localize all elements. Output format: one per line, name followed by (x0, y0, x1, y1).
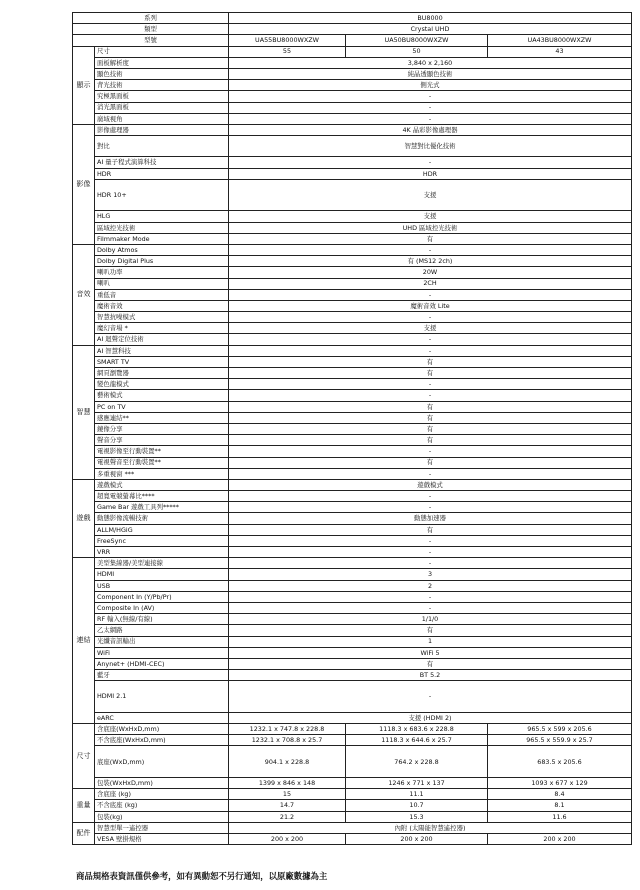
spec-value: 有 (229, 356, 632, 367)
spec-value: 965.5 x 559.9 x 25.7 (488, 735, 632, 746)
spec-value: - (229, 345, 632, 356)
spec-label: 電視聲音至行動裝置** (95, 457, 229, 468)
spec-row (73, 435, 632, 446)
spec-row (73, 479, 632, 490)
spec-row (73, 833, 632, 844)
spec-label: 藝術模式 (95, 390, 229, 401)
spec-label: FreeSync (95, 535, 229, 546)
spec-row (73, 179, 632, 211)
spec-value: - (229, 535, 632, 546)
spec-row (73, 379, 632, 390)
spec-value: 3,840 x 2,160 (229, 57, 632, 68)
spec-value: - (229, 591, 632, 602)
header-label: 類型 (73, 24, 229, 35)
spec-label: 智慧抗噪模式 (95, 312, 229, 323)
spec-value: - (229, 157, 632, 168)
spec-row (73, 524, 632, 535)
spec-value: 有 (229, 233, 632, 244)
spec-value: WiFi 5 (229, 647, 632, 658)
spec-value: 內附 (太陽能智慧遙控器) (229, 822, 632, 833)
header-label: 型號 (73, 35, 229, 46)
spec-row (73, 233, 632, 244)
spec-label: 不含底座(WxHxD,mm) (95, 735, 229, 746)
spec-label: Game Bar 遊戲工具列***** (95, 502, 229, 513)
spec-value: 200 x 200 (346, 833, 488, 844)
spec-value: - (229, 91, 632, 102)
spec-label: 動態影像流暢技術 (95, 513, 229, 524)
spec-row (73, 390, 632, 401)
category-label: 尺寸 (73, 724, 95, 789)
spec-value: - (229, 681, 632, 713)
spec-label: 含底座(WxHxD,mm) (95, 724, 229, 735)
spec-row (73, 136, 632, 157)
spec-value: 10.7 (346, 800, 488, 811)
spec-value: 8.4 (488, 789, 632, 800)
spec-value: 純晶透顯色技術 (229, 68, 632, 79)
spec-row (73, 80, 632, 91)
spec-label: Dolby Digital Plus (95, 256, 229, 267)
header-value: UA50BU8000WXZW (346, 35, 488, 46)
spec-label: 遊戲模式 (95, 479, 229, 490)
spec-row (73, 222, 632, 233)
spec-value: 有 (229, 435, 632, 446)
spec-value: - (229, 102, 632, 113)
header-row (73, 24, 632, 35)
spec-row (73, 625, 632, 636)
spec-value: 有 (229, 457, 632, 468)
spec-row (73, 513, 632, 524)
spec-row (73, 468, 632, 479)
spec-row (73, 712, 632, 723)
spec-value: 8.1 (488, 800, 632, 811)
spec-row (73, 822, 632, 833)
spec-value: 有 (229, 401, 632, 412)
spec-value: - (229, 379, 632, 390)
spec-label: Dolby Atmos (95, 244, 229, 255)
spec-label: AI 智慧科技 (95, 345, 229, 356)
spec-label: 電視影像至行動裝置** (95, 446, 229, 457)
spec-label: HDR (95, 168, 229, 179)
spec-label: 不含底座 (kg) (95, 800, 229, 811)
spec-row (73, 811, 632, 822)
spec-value: 有 (229, 412, 632, 423)
spec-row (73, 735, 632, 746)
spec-label: ALLM/HGiG (95, 524, 229, 535)
spec-value: 200 x 200 (488, 833, 632, 844)
spec-value: 1093 x 677 x 129 (488, 778, 632, 789)
spec-label: VESA 壁掛規格 (95, 833, 229, 844)
category-label: 遊戲 (73, 479, 95, 557)
spec-row (73, 412, 632, 423)
spec-label: 背光技術 (95, 80, 229, 91)
spec-row (73, 68, 632, 79)
spec-value: UHD 區域控光技術 (229, 222, 632, 233)
spec-label: RF 輸入(無線/有線) (95, 614, 229, 625)
spec-row (73, 244, 632, 255)
spec-label: PC on TV (95, 401, 229, 412)
spec-value: 有 (229, 658, 632, 669)
spec-label: 廣域視角 (95, 113, 229, 124)
spec-label: Composite In (AV) (95, 602, 229, 613)
spec-value: 200 x 200 (229, 833, 346, 844)
spec-sheet (72, 12, 632, 845)
spec-row (73, 91, 632, 102)
spec-value: BT 5.2 (229, 670, 632, 681)
spec-value: 有 (229, 625, 632, 636)
header-row (73, 35, 632, 46)
spec-row (73, 614, 632, 625)
spec-label: 魔幻音場 * (95, 323, 229, 334)
spec-row (73, 211, 632, 222)
spec-value: 1246 x 771 x 137 (346, 778, 488, 789)
spec-value: 15 (229, 789, 346, 800)
disclaimer-footnote: 商品規格表資訊僅供參考，如有異動恕不另行通知，以原廠數據為主 (76, 871, 328, 881)
spec-row (73, 157, 632, 168)
spec-value: 904.1 x 228.8 (229, 746, 346, 778)
spec-value: 4K 晶彩影像處理器 (229, 124, 632, 135)
spec-label: 面板解析度 (95, 57, 229, 68)
spec-label: 魔術音效 (95, 300, 229, 311)
spec-value: 有 (229, 368, 632, 379)
spec-value: 支援 (229, 211, 632, 222)
spec-label: Component In (Y/Pb/Pr) (95, 591, 229, 602)
spec-row (73, 502, 632, 513)
spec-row (73, 345, 632, 356)
spec-label: 鏡像分享 (95, 423, 229, 434)
spec-label: 區域控光技術 (95, 222, 229, 233)
spec-label: 消光黑面板 (95, 102, 229, 113)
spec-row (73, 602, 632, 613)
spec-label: 多重視窗 *** (95, 468, 229, 479)
spec-row (73, 724, 632, 735)
spec-row (73, 636, 632, 647)
spec-value: 14.7 (229, 800, 346, 811)
spec-label: AI 迴聲定位技術 (95, 334, 229, 345)
spec-value: 20W (229, 267, 632, 278)
spec-value: 2CH (229, 278, 632, 289)
header-label: 系列 (73, 13, 229, 24)
spec-row (73, 401, 632, 412)
spec-value: 2 (229, 580, 632, 591)
spec-row (73, 356, 632, 367)
spec-value: 1/1/0 (229, 614, 632, 625)
spec-value: 遊戲模式 (229, 479, 632, 490)
spec-row (73, 789, 632, 800)
spec-label: 底座(WxD,mm) (95, 746, 229, 778)
spec-label: 包裝(kg) (95, 811, 229, 822)
spec-value: - (229, 491, 632, 502)
spec-label: 顯色技術 (95, 68, 229, 79)
spec-row (73, 368, 632, 379)
spec-value: 1118.3 x 683.6 x 228.8 (346, 724, 488, 735)
spec-label: HLG (95, 211, 229, 222)
spec-value: 43 (488, 46, 632, 57)
spec-value: 764.2 x 228.8 (346, 746, 488, 778)
spec-row (73, 591, 632, 602)
spec-value: - (229, 289, 632, 300)
spec-label: 包裝(WxHxD,mm) (95, 778, 229, 789)
spec-label: 究極黑面板 (95, 91, 229, 102)
spec-row (73, 558, 632, 569)
category-label: 重量 (73, 789, 95, 823)
spec-row (73, 334, 632, 345)
spec-value: 支援 (HDMI 2) (229, 712, 632, 723)
spec-row (73, 46, 632, 57)
spec-table (72, 12, 632, 845)
spec-value: - (229, 312, 632, 323)
spec-row (73, 658, 632, 669)
category-label: 智慧 (73, 345, 95, 479)
spec-value: 21.2 (229, 811, 346, 822)
spec-row (73, 256, 632, 267)
spec-value: 有 (229, 524, 632, 535)
spec-label: eARC (95, 712, 229, 723)
spec-value: 55 (229, 46, 346, 57)
spec-row (73, 300, 632, 311)
spec-label: Anynet+ (HDMI-CEC) (95, 658, 229, 669)
spec-row (73, 102, 632, 113)
spec-label: 變色龍模式 (95, 379, 229, 390)
spec-row (73, 670, 632, 681)
category-label: 顯示 (73, 46, 95, 124)
spec-row (73, 569, 632, 580)
spec-label: 超寬電競螢幕比**** (95, 491, 229, 502)
spec-label: 聲音分享 (95, 435, 229, 446)
spec-row (73, 124, 632, 135)
spec-value: 15.3 (346, 811, 488, 822)
spec-label: USB (95, 580, 229, 591)
spec-label: 網頁瀏覽器 (95, 368, 229, 379)
spec-value: - (229, 446, 632, 457)
spec-value: - (229, 547, 632, 558)
spec-label: HDMI (95, 569, 229, 580)
spec-row (73, 423, 632, 434)
spec-value: - (229, 602, 632, 613)
spec-row (73, 457, 632, 468)
spec-value: - (229, 390, 632, 401)
spec-row (73, 57, 632, 68)
spec-value: - (229, 502, 632, 513)
spec-value: 11.1 (346, 789, 488, 800)
spec-label: 美型集線器/美型連接線 (95, 558, 229, 569)
spec-label: 藍牙 (95, 670, 229, 681)
spec-row (73, 547, 632, 558)
spec-label: 對比 (95, 136, 229, 157)
spec-value: 支援 (229, 323, 632, 334)
spec-row (73, 800, 632, 811)
spec-label: 含底座 (kg) (95, 789, 229, 800)
spec-value: 有 (MS12 2ch) (229, 256, 632, 267)
spec-value: - (229, 244, 632, 255)
spec-label: Filmmaker Mode (95, 233, 229, 244)
spec-row (73, 278, 632, 289)
spec-row (73, 289, 632, 300)
spec-value: 智慧對比優化技術 (229, 136, 632, 157)
spec-label: HDMI 2.1 (95, 681, 229, 713)
spec-row (73, 535, 632, 546)
spec-value: 有 (229, 423, 632, 434)
header-value: BU8000 (229, 13, 632, 24)
spec-value: 動態加速器 (229, 513, 632, 524)
spec-label: WiFi (95, 647, 229, 658)
category-label: 配件 (73, 822, 95, 844)
spec-label: 智慧型單一遙控器 (95, 822, 229, 833)
spec-row (73, 778, 632, 789)
spec-row (73, 323, 632, 334)
spec-label: 尺寸 (95, 46, 229, 57)
spec-row (73, 580, 632, 591)
spec-row (73, 312, 632, 323)
spec-value: 11.6 (488, 811, 632, 822)
spec-label: SMART TV (95, 356, 229, 367)
spec-row (73, 681, 632, 713)
header-value: Crystal UHD (229, 24, 632, 35)
spec-value: 側光式 (229, 80, 632, 91)
spec-value: 3 (229, 569, 632, 580)
spec-row (73, 446, 632, 457)
category-label: 音效 (73, 244, 95, 345)
spec-value: 1399 x 846 x 148 (229, 778, 346, 789)
spec-label: AI 量子程式演算科技 (95, 157, 229, 168)
spec-value: 1232.1 x 747.8 x 228.8 (229, 724, 346, 735)
spec-value: - (229, 113, 632, 124)
spec-value: 1232.1 x 708.8 x 25.7 (229, 735, 346, 746)
spec-label: 喇叭功率 (95, 267, 229, 278)
spec-label: 光纖音訊輸出 (95, 636, 229, 647)
spec-value: 1 (229, 636, 632, 647)
spec-label: HDR 10+ (95, 179, 229, 211)
spec-label: VRR (95, 547, 229, 558)
spec-row (73, 746, 632, 778)
spec-table-body (73, 13, 632, 845)
spec-label: 重低音 (95, 289, 229, 300)
spec-value: - (229, 334, 632, 345)
spec-row (73, 647, 632, 658)
header-value: UA55BU8000WXZW (229, 35, 346, 46)
spec-value: HDR (229, 168, 632, 179)
spec-value: 1118.3 x 644.6 x 25.7 (346, 735, 488, 746)
spec-label: 喇叭 (95, 278, 229, 289)
spec-value: 965.5 x 599 x 205.6 (488, 724, 632, 735)
spec-row (73, 113, 632, 124)
spec-value: 50 (346, 46, 488, 57)
header-row (73, 13, 632, 24)
header-value: UA43BU8000WXZW (488, 35, 632, 46)
category-label: 連結 (73, 558, 95, 724)
category-label: 影像 (73, 124, 95, 244)
spec-value: - (229, 558, 632, 569)
spec-value: 683.5 x 205.6 (488, 746, 632, 778)
spec-row (73, 267, 632, 278)
spec-value: - (229, 468, 632, 479)
spec-row (73, 491, 632, 502)
spec-label: 影像處理器 (95, 124, 229, 135)
spec-value: 魔術音效 Lite (229, 300, 632, 311)
spec-value: 支援 (229, 179, 632, 211)
spec-label: 乙太網路 (95, 625, 229, 636)
spec-row (73, 168, 632, 179)
spec-label: 感應連結** (95, 412, 229, 423)
